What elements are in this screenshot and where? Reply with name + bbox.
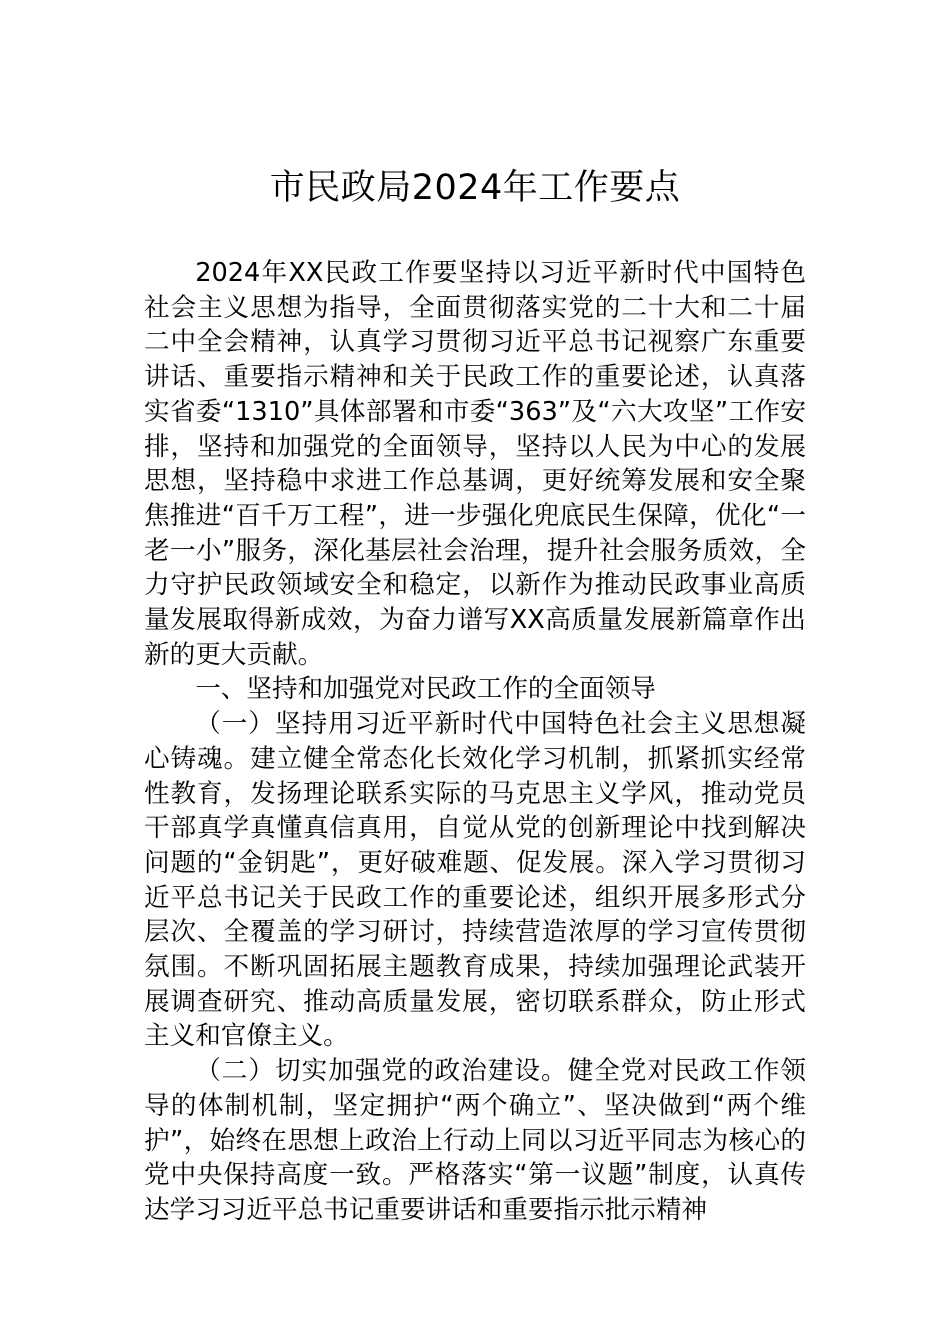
document-body — [144, 256, 806, 1228]
document-title: 市民政局2024年工作要点 — [269, 168, 681, 208]
intro-paragraph: 2024年XX民政工作要坚持以习近平新时代中国特色社会主义思想为指导，全面贯彻落实党的二十大和二十届二中全会精神，认真学习贯彻习近平总书记视察广东重要讲话、重要指示精神和关于民政工作的重要论述，认真落实省委“1310”具体部署和市委“363”及“六大攻坚”工作安排，坚持和加强党的全面领导，坚持以人民为中心的发展思想，坚持稳中求进工作总基调，更好统筹发展和安全聚焦推进“百千万工程”，进一步强化兜底民生保障，优化“一老一小”服务，深化基层社会治理，提升社会服务质效，全力守护民政领域安全和稳定，以新作为推动民政事业高质量发展取得新成效，为奋力谱写XX高质量发展新篇章作出新的更大贡献。 — [144, 258, 806, 670]
subsection-paragraph-2: （二）切实加强党的政治建设。健全党对民政工作领导的体制机制，坚定拥护“两个确立”、坚决做到“两个维护”，始终在思想上政治上行动上同以习近平同志为核心的党中央保持高度一致。严格落实“第一议题”制度，认真传达学习习近平总书记重要讲话和重要指示批示精神 — [144, 1056, 806, 1225]
section-heading-1: 一、坚持和加强党对民政工作的全面领导 — [195, 674, 656, 705]
subsection-paragraph-1: （一）坚持用习近平新时代中国特色社会主义思想凝心铸魂。建立健全常态化长效化学习机制，抓紧抓实经常性教育，发扬理论联系实际的马克思主义学风，推动党员干部真学真懂真信真用，自觉从党的创新理论中找到解决问题的“金钥匙”，更好破难题、促发展。深入学习贯彻习近平总书记关于民政工作的重要论述，组织开展多形式分层次、全覆盖的学习研讨，持续营造浓厚的学习宣传贯彻氛围。不断巩固拓展主题教育成果，持续加强理论武装开展调查研究、推动高质量发展，密切联系群众，防止形式主义和官僚主义。 — [144, 709, 806, 1052]
